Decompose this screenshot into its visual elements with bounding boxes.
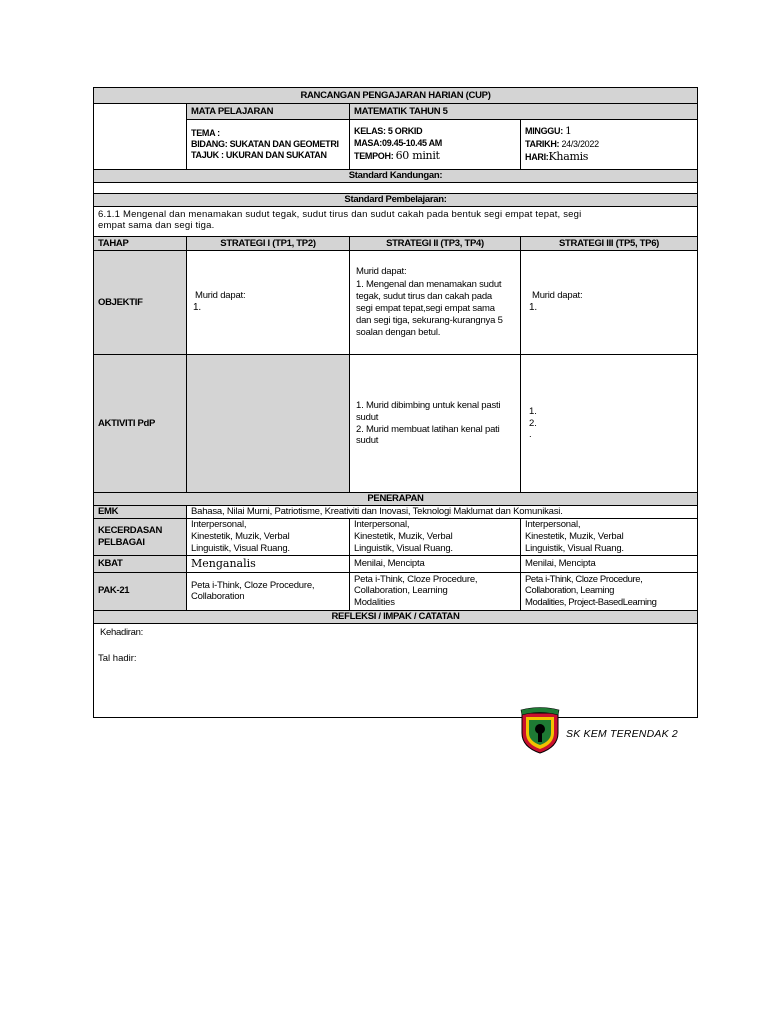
tema-label: TEMA : [191, 127, 220, 138]
school-crest-logo [518, 707, 562, 755]
pak21-s2-line: Modalities [354, 597, 395, 609]
kbat-label: KBAT [94, 555, 187, 572]
kehadiran-label: Kehadiran: [100, 626, 143, 638]
pak21-s2-line: Peta i-Think, Cloze Procedure, [354, 573, 478, 585]
objektif-strategi-3 [521, 251, 698, 355]
emk-label: EMK [94, 506, 187, 519]
kecerdasan-s3-line: Linguistik, Visual Ruang. [525, 542, 624, 554]
kecerdasan-strategi-2 [350, 518, 521, 555]
class-info-cell [350, 120, 521, 170]
aktiviti-s2-line: 1. Murid dibimbing untuk kenal pasti [356, 399, 501, 411]
pak21-s2-line: Collaboration, Learning [354, 585, 448, 597]
penerapan-header: PENERAPAN [94, 493, 698, 506]
lesson-plan-table [93, 87, 698, 718]
standard-kandungan-content [94, 183, 698, 194]
bidang-label: BIDANG: SUKATAN DAN GEOMETRI [191, 138, 339, 149]
kecerdasan-strategi-3 [521, 518, 698, 555]
emk-value: Bahasa, Nilai Murni, Patriotisme, Kreativiti dan Inovasi, Teknologi Maklumat dan Komunikasi. [187, 506, 698, 519]
tahap-header: TAHAP [94, 237, 187, 251]
minggu-label: MINGGU: [525, 126, 563, 137]
pak21-s1-line: Collaboration [191, 591, 245, 603]
minggu-value: 1 [565, 125, 572, 138]
standard-pembelajaran-header: Standard Pembelajaran: [94, 194, 698, 207]
date-info-cell [521, 120, 698, 170]
aktiviti-s3-line: . [529, 429, 532, 441]
objektif-s2-line: segi empat tepat,segi empat sama [356, 303, 495, 314]
blank-left-cell [94, 104, 187, 170]
tempoh-row [354, 149, 516, 163]
refleksi-header: REFLEKSI / IMPAK / CATATAN [94, 610, 698, 623]
objektif-s2-intro: Murid dapat: [356, 266, 407, 278]
kelas-label: KELAS: 5 ORKID [354, 126, 423, 137]
tarikh-label: TARIKH: [525, 138, 560, 149]
aktiviti-label: AKTIVITI PdP [94, 355, 187, 493]
school-name: SK KEM TERENDAK 2 [566, 728, 678, 740]
kecerdasan-s3-line: Kinestetik, Muzik, Verbal [525, 530, 624, 542]
kbat-strategi-2: Menilai, Mencipta [350, 555, 521, 572]
tempoh-label: TEMPOH: [354, 150, 394, 161]
topic-cell [187, 120, 350, 170]
aktiviti-s2-line: sudut [356, 411, 379, 423]
aktiviti-strategi-1 [187, 355, 350, 493]
kecerdasan-s2-line: Interpersonal, [354, 519, 410, 531]
hari-row [525, 150, 693, 164]
pak21-strategi-3 [521, 572, 698, 610]
kecerdasan-s2-line: Kinestetik, Muzik, Verbal [354, 530, 453, 542]
strategi-3-header: STRATEGI III (TP5, TP6) [521, 237, 698, 251]
hari-label: HARI: [525, 151, 549, 162]
kbat-strategi-1: Menganalis [187, 555, 350, 572]
pak21-label: PAK-21 [94, 572, 187, 610]
aktiviti-s3-line: 1. [529, 405, 537, 417]
strategi-2-header: STRATEGI II (TP3, TP4) [350, 237, 521, 251]
objektif-s2-line: dan segi tiga, sekurang-kurangnya 5 [356, 314, 503, 326]
hari-value: Khamis [548, 149, 589, 163]
kecerdasan-label-line-1: KECERDASAN [98, 525, 163, 536]
pak21-strategi-1 [187, 572, 350, 610]
kecerdasan-s2-line: Linguistik, Visual Ruang. [354, 542, 453, 554]
mata-pelajaran-value: MATEMATIK TAHUN 5 [350, 104, 698, 120]
standard-text-line-2: empat sama dan segi tiga. [98, 219, 215, 231]
tempoh-value: 60 minit [395, 148, 440, 162]
objektif-s3-item: 1. [529, 302, 537, 314]
objektif-s2-line: tegak, sudut tirus dan cakah pada [356, 291, 492, 303]
kecerdasan-s1-line: Kinestetik, Muzik, Verbal [191, 530, 290, 542]
objektif-s2-line: soalan dengan betul. [356, 326, 441, 338]
objektif-strategi-2 [350, 251, 521, 355]
objektif-s1-intro: Murid dapat: [195, 290, 246, 302]
aktiviti-s2-line: sudut [356, 435, 379, 447]
kecerdasan-label-line-2: PELBAGAI [98, 536, 145, 548]
kecerdasan-strategi-1 [187, 518, 350, 555]
aktiviti-s3-line: 2. [529, 417, 537, 429]
kbat-strategi-3: Menilai, Mencipta [521, 555, 698, 572]
objektif-s2-line: 1. Mengenal dan menamakan sudut [356, 279, 502, 291]
pak21-strategi-2 [350, 572, 521, 610]
masa-label: MASA:09.45-10.45 AM [354, 137, 443, 148]
objektif-s3-intro: Murid dapat: [532, 290, 583, 302]
aktiviti-s2-line: 2. Murid membuat latihan kenal pati [356, 423, 500, 435]
pak21-s3-line: Collaboration, Learning [525, 585, 615, 597]
kecerdasan-s3-line: Interpersonal, [525, 519, 581, 531]
mata-pelajaran-label: MATA PELAJARAN [187, 104, 350, 120]
standard-text-line-1: 6.1.1 Mengenal dan menamakan sudut tegak, sudut tirus dan sudut cakah pada bentuk segi empat tepat, segi [98, 209, 582, 220]
kecerdasan-label [94, 518, 187, 555]
pak21-s1-line: Peta i-Think, Cloze Procedure, [191, 579, 315, 591]
objektif-strategi-1 [187, 251, 350, 355]
pak21-s3-line: Modalities, Project-BasedLearning [525, 597, 657, 609]
refleksi-content [94, 623, 698, 717]
aktiviti-strategi-2 [350, 355, 521, 493]
tarikh-value: 24/3/2022 [561, 138, 599, 149]
objektif-s1-item: 1. [193, 302, 201, 314]
aktiviti-strategi-3 [521, 355, 698, 493]
page-title: RANCANGAN PENGAJARAN HARIAN (CUP) [94, 88, 698, 104]
standard-pembelajaran-content [94, 207, 698, 237]
objektif-label: OBJEKTIF [94, 251, 187, 355]
standard-kandungan-header: Standard Kandungan: [94, 170, 698, 183]
tarikh-row [525, 139, 693, 150]
strategi-1-header: STRATEGI I (TP1, TP2) [187, 237, 350, 251]
kecerdasan-s1-line: Linguistik, Visual Ruang. [191, 542, 290, 554]
minggu-row [525, 125, 693, 138]
tal-hadir-label: Tal hadir: [98, 652, 137, 664]
kecerdasan-s1-line: Interpersonal, [191, 519, 247, 531]
pak21-s3-line: Peta i-Think, Cloze Procedure, [525, 573, 643, 585]
tajuk-label: TAJUK : UKURAN DAN SUKATAN [191, 150, 327, 161]
